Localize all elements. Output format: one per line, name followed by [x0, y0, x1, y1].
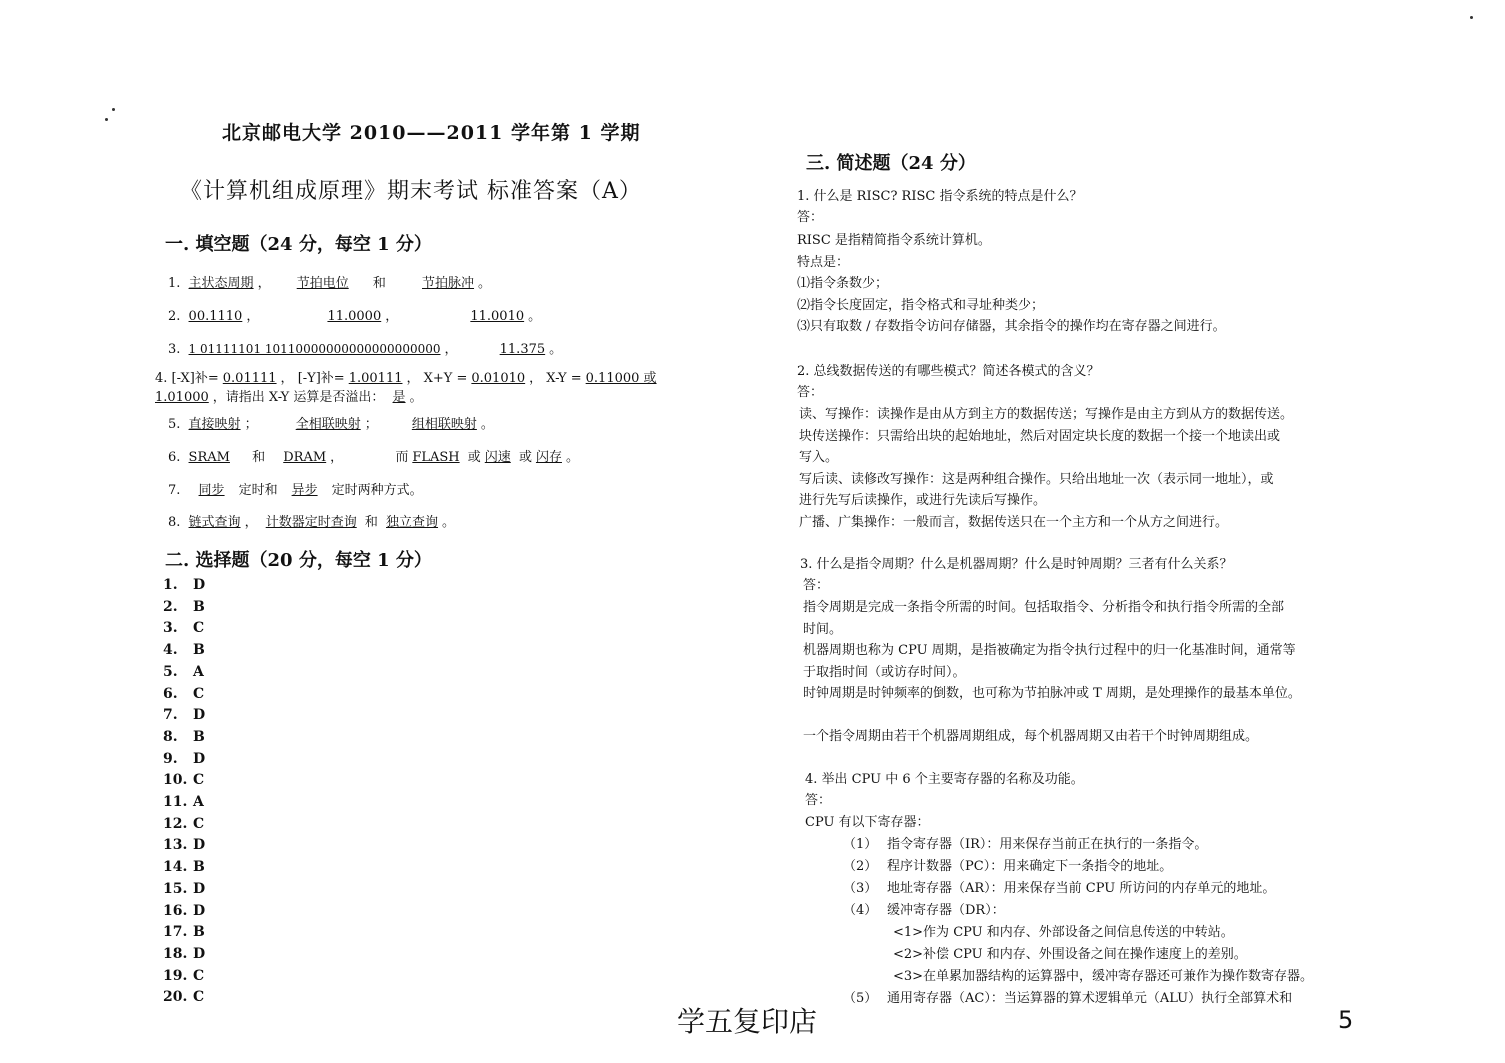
register-number: （2）	[843, 859, 878, 874]
choice-number: 4.	[163, 642, 178, 659]
choice-answer	[163, 642, 205, 658]
choice-value: B	[193, 859, 205, 876]
choice-value: D	[193, 837, 206, 854]
fill-q1: 1. 主状态周期 ， 节拍电位 和 节拍脉冲 。	[168, 276, 492, 291]
choice-value: A	[193, 663, 204, 680]
choice-answer	[163, 794, 204, 810]
short-section-title: 三. 简述题（24 分）	[806, 153, 976, 174]
register-number: （3）	[843, 881, 878, 896]
register-item	[843, 833, 1207, 852]
answer-line: 块传送操作：只需给出块的起始地址，然后对固定块长度的数据一个接一个地读出或	[799, 428, 1281, 444]
choice-value: B	[193, 728, 205, 745]
short-q1-answer-label: 答：	[797, 210, 824, 225]
choice-number: 12.	[163, 815, 188, 832]
answer-line: 指令周期是完成一条指令所需的时间。包括取指令、分析指令和执行指令所需的全部	[803, 600, 1285, 615]
choice-number: 17.	[163, 924, 188, 941]
choice-number: 15.	[163, 880, 188, 897]
exam-title: 《计算机组成原理》期末考试 标准答案（A）	[180, 179, 642, 204]
choice-answer	[163, 686, 204, 702]
choice-value: A	[193, 794, 204, 810]
fill-q7: 7. 同步 定时和 异步 定时两种方式。	[168, 483, 423, 498]
choice-number: 14.	[163, 859, 188, 876]
dr-function-line: <2>补偿 CPU 和内存、外围设备之间在操作速度上的差别。	[893, 947, 1247, 962]
register-text: 地址寄存器（AR）：用来保存当前 CPU 所访问的内存单元的地址。	[887, 881, 1276, 896]
short-q4: 4. 举出 CPU 中 6 个主要寄存器的名称及功能。	[805, 772, 1084, 787]
choice-answer	[163, 751, 205, 767]
choice-value: D	[193, 750, 206, 767]
choice-answer	[163, 772, 204, 788]
copy-shop-stamp: 学五复印店	[677, 1005, 818, 1038]
short-q1: 1. 什么是 RISC? RISC 指令系统的特点是什么？	[797, 189, 1083, 204]
dr-function-line: <3>在单累加器结构的运算器中，缓冲寄存器还可兼作为操作数寄存器。	[893, 969, 1314, 984]
choice-answer	[163, 924, 205, 940]
answer-line: 广播、广集操作：一般而言，数据传送只在一个主方和一个从方之间进行。	[799, 514, 1229, 530]
answer-line: ⑵指令长度固定，指令格式和寻址种类少；	[797, 297, 1045, 313]
fill-q4-cont: 1.01000 ，请指出 X-Y 运算是否溢出： 是 。	[155, 390, 423, 405]
choice-value: C	[193, 815, 205, 832]
fill-q3: 3. 1 01111101 10110000000000000000000 ， 11.375 。	[168, 342, 563, 357]
choice-number: 2.	[163, 598, 178, 615]
choice-value: B	[193, 598, 205, 615]
register-text: 缓冲寄存器（DR）：	[887, 903, 1005, 918]
scan-speck	[1470, 16, 1473, 19]
choice-answer	[163, 968, 204, 984]
choice-value: D	[193, 902, 206, 919]
choice-answer	[163, 881, 205, 897]
fill-q5: 5. 直接映射 ； 全相联映射 ； 组相联映射 。	[168, 417, 494, 432]
choice-answer	[163, 946, 205, 962]
choice-number: 10.	[163, 772, 188, 789]
answer-line: ⑶只有取数 / 存数指令访问存储器，其余指令的操作均在寄存器之间进行。	[797, 319, 1226, 334]
university-title: 北京邮电大学 2010——2011 学年第 1 学期	[222, 122, 641, 144]
choice-value: D	[193, 945, 206, 962]
short-q2: 2. 总线数据传送的有哪些模式？简述各模式的含义？	[797, 364, 1100, 379]
choice-answer	[163, 903, 205, 919]
fill-q6: 6. SRAM 和 DRAM ， 而 FLASH 或 闪速 或 闪存 。	[168, 450, 579, 465]
choice-value: C	[193, 620, 205, 637]
choice-number: 8.	[163, 728, 178, 745]
choice-number: 20.	[163, 989, 188, 1006]
choice-answer	[163, 837, 205, 853]
choice-value: D	[193, 707, 206, 724]
fill-q2: 2. 00.1110 ， 11.0000 ， 11.0010 。	[168, 309, 542, 324]
scan-speck	[105, 118, 108, 121]
choice-number: 11.	[163, 794, 188, 810]
choice-number: 18.	[163, 945, 188, 962]
short-q3: 3. 什么是指令周期？什么是机器周期？什么是时钟周期？三者有什么关系？	[800, 557, 1233, 572]
choice-number: 16.	[163, 902, 188, 919]
register-item: （5） 通用寄存器（AC）：当运算器的算术逻辑单元（ALU）执行全部算术和	[843, 991, 1293, 1006]
choice-number: 1.	[163, 577, 178, 593]
short-q4-intro: CPU 有以下寄存器：	[805, 815, 930, 830]
choice-answer	[163, 816, 204, 832]
register-text: 指令寄存器（IR）：用来保存当前正在执行的一条指令。	[887, 837, 1208, 852]
choice-answer	[163, 620, 204, 636]
choice-value: C	[193, 685, 205, 702]
fill-q4: 4. [-X]补= 0.01111 ， [-Y]补= 1.00111 ， X+Y = 0.01010 ， X-Y = 0.11000 或	[155, 371, 657, 386]
choice-answer	[163, 664, 204, 680]
choice-value: B	[193, 924, 205, 941]
register-item	[843, 855, 1172, 874]
choice-number: 7.	[163, 707, 178, 724]
answer-line: 读、写操作：读操作是由从方到主方的数据传送；写操作是由主方到从方的数据传送。	[799, 407, 1294, 422]
choice-value: C	[193, 772, 205, 789]
choice-number: 6.	[163, 685, 178, 702]
answer-line: 写入。	[799, 450, 839, 465]
choice-answer	[163, 859, 205, 875]
register-number: （1）	[843, 837, 878, 852]
choice-answer	[163, 577, 205, 593]
answer-line: 机器周期也称为 CPU 周期，是指被确定为指令执行过程中的归一化基准时间，通常等	[803, 643, 1296, 658]
answer-line: 于取指时间（或访存时间）。	[803, 664, 966, 680]
choice-value: B	[193, 642, 205, 659]
choice-answer	[163, 707, 205, 723]
page-number: 5	[1338, 1006, 1354, 1034]
fill-section-title: 一. 填空题（24 分，每空 1 分）	[165, 234, 432, 255]
short-q3-summary: 一个指令周期由若干个机器周期组成，每个机器周期又由若干个时钟周期组成。	[803, 729, 1259, 744]
register-text: 程序计数器（PC）：用来确定下一条指令的地址。	[887, 859, 1173, 874]
choice-value: C	[193, 967, 205, 984]
choice-answer	[163, 599, 205, 615]
choice-number: 9.	[163, 750, 178, 767]
short-q3-answer-label: 答：	[803, 578, 830, 593]
answer-line: 特点是：	[797, 254, 850, 270]
scan-speck	[112, 108, 115, 111]
answer-line: 写后读、读修改写操作：这是两种组合操作。只给出地址一次（表示同一地址），或	[799, 471, 1274, 487]
choice-value: C	[193, 989, 205, 1006]
register-item	[843, 877, 1275, 896]
short-q4-answer-label: 答：	[805, 793, 832, 808]
answer-line: 时间。	[803, 621, 843, 637]
dr-function-line: <1>作为 CPU 和内存、外部设备之间信息传送的中转站。	[893, 925, 1234, 940]
choice-section-title: 二. 选择题（20 分，每空 1 分）	[165, 550, 432, 571]
register-item	[843, 899, 1005, 918]
answer-line: 时钟周期是时钟频率的倒数，也可称为节拍脉冲或 T 周期，是处理操作的最基本单位。	[803, 686, 1301, 701]
fill-q8: 8. 链式查询 ， 计数器定时查询 和 独立查询 。	[168, 515, 456, 530]
choice-value: D	[193, 880, 206, 897]
choice-number: 3.	[163, 620, 178, 637]
short-q2-answer-label: 答：	[797, 385, 824, 400]
choice-answer	[163, 729, 205, 745]
choice-number: 5.	[163, 663, 178, 680]
answer-line: ⑴指令条数少；	[797, 276, 889, 291]
answer-line: RISC 是指精简指令系统计算机。	[797, 233, 991, 248]
register-number: （4）	[843, 903, 878, 918]
choice-number: 13.	[163, 837, 188, 854]
choice-answer	[163, 989, 204, 1005]
choice-number: 19.	[163, 967, 188, 984]
choice-value: D	[193, 577, 206, 593]
answer-line: 进行先写后读操作，或进行先读后写操作。	[799, 493, 1047, 508]
